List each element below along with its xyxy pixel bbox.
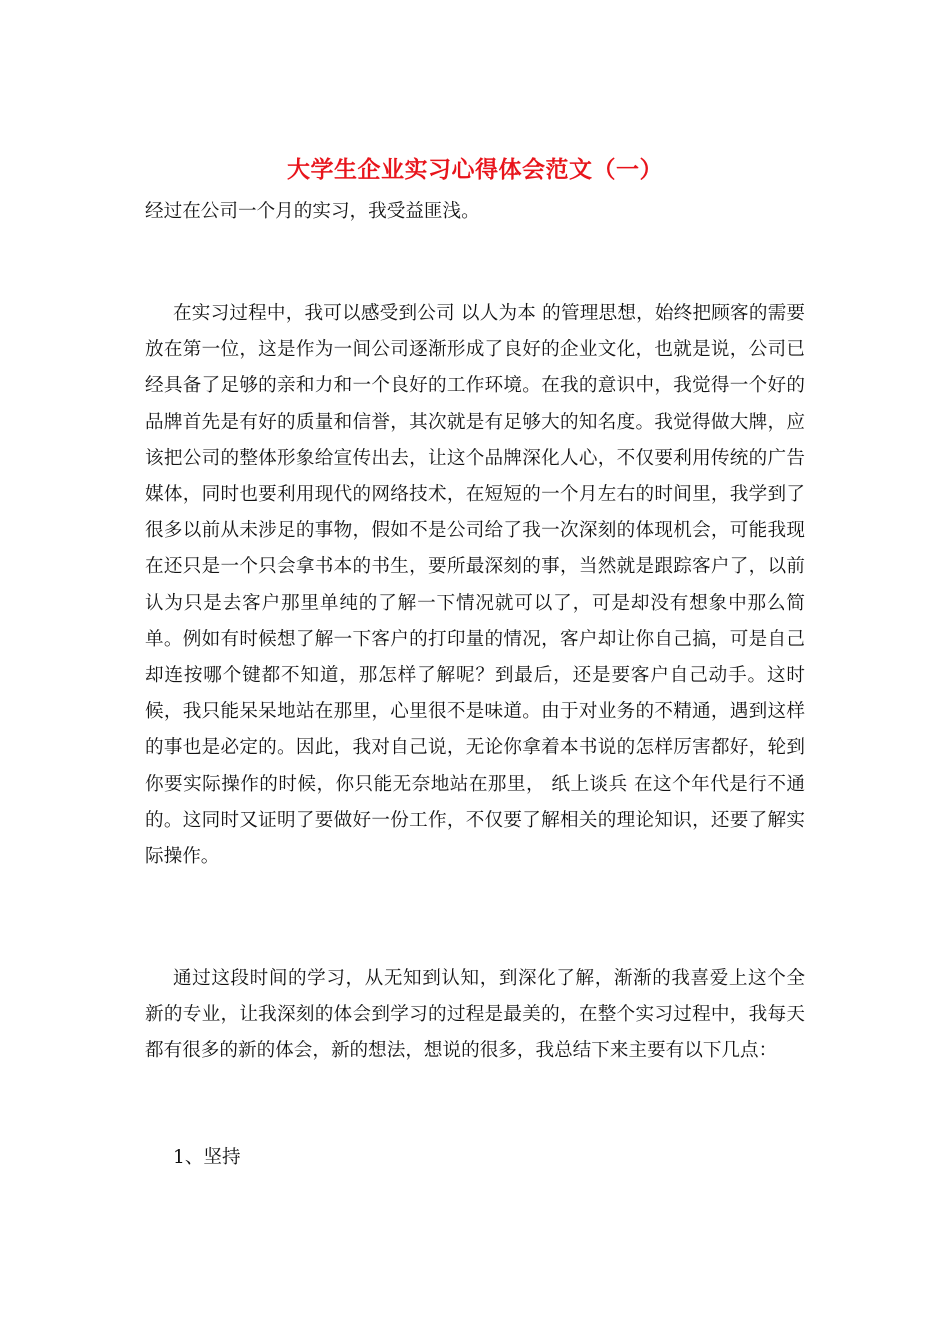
body-paragraph-1: 在实习过程中，我可以感受到公司 以人为本 的管理思想，始终把顾客的需要放在第一位，这是作为一间公司逐渐形成了良好的企业文化，也就是说，公司已经具备了足够的亲和力和一个良好的工作环境。在我的意识中，我觉得一个好的品牌首先是有好的质量和信誉，其次就是有足够大的知名度。我觉得做大牌，应该把公司的整体形象给宣传出去，让这个品牌深化人心，不仅要利用传统的广告媒体，同时也要利用现代的网络技术，在短短的一个月左右的时间里，我学到了很多以前从未涉足的事物，假如不是公司给了我一次深刻的体现机会，可能我现在还只是一个只会拿书本的书生，要所最深刻的事，当然就是跟踪客户了，以前认为只是去客户那里单纯的了解一下情况就可以了，可是却没有想象中那么简单。例如有时候想了解一下客户的打印量的情况，客户却让你自己搞，可是自己却连按哪个键都不知道，那怎样了解呢？到最后，还是要客户自己动手。这时候，我只能呆呆地站在那里，心里很不是味道。由于对业务的不精通，遇到这样的事也是必定的。因此，我对自己说，无论你拿着本书说的怎样厉害都好，轮到你要实际操作的时候，你只能无奈地站在那里， 纸上谈兵 在这个年代是行不通的。这同时又证明了要做好一份工作，不仅要了解相关的理论知识，还要了解实际操作。 (145, 303, 805, 868)
document-title: 大学生企业实习心得体会范文（一） (287, 156, 663, 183)
list-item-1: 1、坚持 (173, 1147, 241, 1168)
body-paragraph-2: 通过这段时间的学习，从无知到认知，到深化了解，渐渐的我喜爱上这个全新的专业，让我深刻的体会到学习的过程是最美的，在整个实习过程中，我每天都有很多的新的体会，新的想法，想说的很多，我总结下来主要有以下几点： (145, 968, 805, 1062)
intro-paragraph: 经过在公司一个月的实习，我受益匪浅。 (145, 201, 480, 222)
